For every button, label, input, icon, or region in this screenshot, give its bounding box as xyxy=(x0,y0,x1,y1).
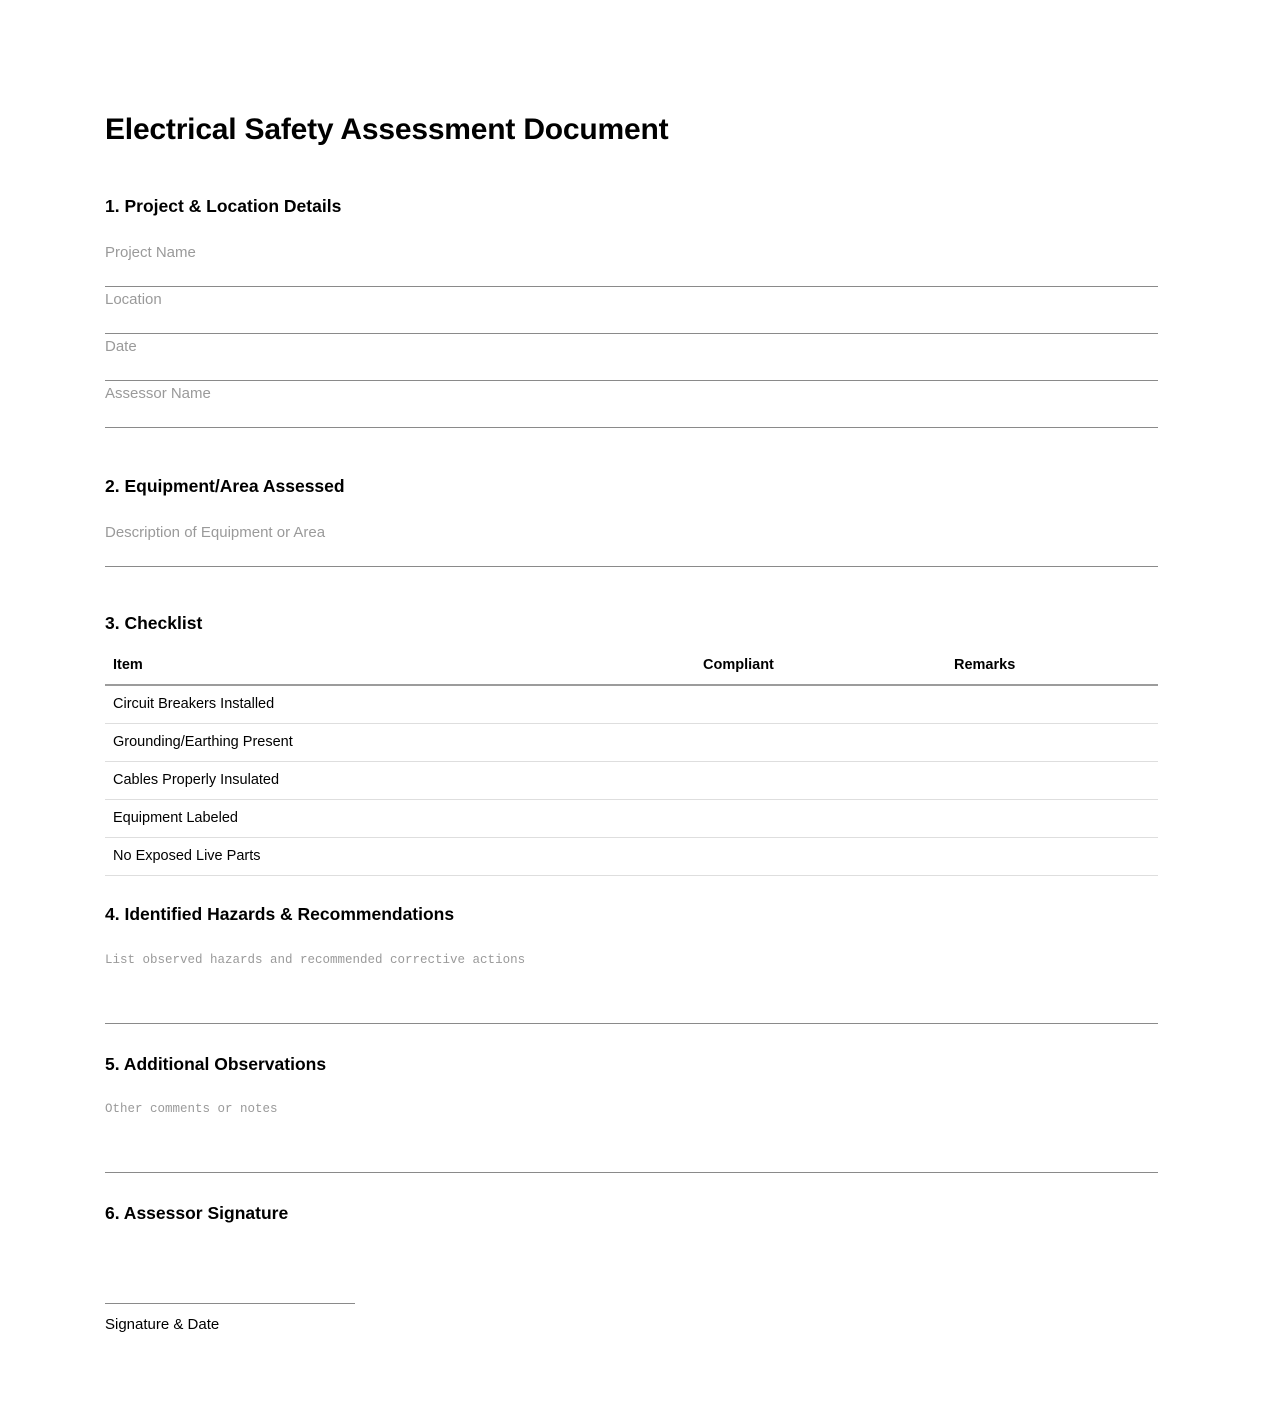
checklist-compliant-cell[interactable] xyxy=(695,685,946,724)
checklist-compliant-cell[interactable] xyxy=(695,761,946,799)
checklist-item-label: No Exposed Live Parts xyxy=(105,837,695,875)
checklist-remarks-cell[interactable] xyxy=(946,799,1158,837)
section-observations xyxy=(105,1054,1158,1174)
checklist-item-label: Grounding/Earthing Present xyxy=(105,723,695,761)
section-heading-project-location: 1. Project & Location Details xyxy=(105,196,342,216)
section-heading-signature: 6. Assessor Signature xyxy=(105,1203,289,1224)
column-header-compliant: Compliant xyxy=(695,657,946,685)
location-placeholder: Location xyxy=(105,290,162,308)
section-heading-equipment-area: 2. Equipment/Area Assessed xyxy=(105,475,345,496)
column-header-remarks: Remarks xyxy=(946,657,1158,685)
section-project-location xyxy=(105,196,1158,428)
table-row xyxy=(105,837,1158,875)
spacer xyxy=(105,876,1158,904)
hazards-placeholder: List observed hazards and recommended corrective actions xyxy=(105,952,526,967)
checklist-compliant-cell[interactable] xyxy=(695,799,946,837)
checklist-remarks-cell[interactable] xyxy=(946,837,1158,875)
date-placeholder: Date xyxy=(105,337,137,355)
column-header-item: Item xyxy=(105,657,695,685)
field-date[interactable] xyxy=(105,334,1158,381)
checklist-remarks-cell[interactable] xyxy=(946,761,1158,799)
section-heading-observations: 5. Additional Observations xyxy=(105,1053,327,1074)
signature-area[interactable] xyxy=(105,1247,1158,1334)
hazards-textarea[interactable] xyxy=(105,948,1158,1024)
checklist-item-label: Circuit Breakers Installed xyxy=(105,685,695,724)
equipment-description-placeholder: Description of Equipment or Area xyxy=(105,523,326,541)
spacer xyxy=(105,1024,1158,1054)
table-header-row xyxy=(105,657,1158,685)
observations-placeholder: Other comments or notes xyxy=(105,1102,278,1117)
assessor-name-placeholder: Assessor Name xyxy=(105,384,211,402)
field-project-name[interactable] xyxy=(105,240,1158,287)
table-row xyxy=(105,799,1158,837)
signature-label: Signature & Date xyxy=(105,1316,220,1334)
table-row xyxy=(105,685,1158,724)
observations-textarea[interactable] xyxy=(105,1097,1158,1173)
section-hazards xyxy=(105,904,1158,1024)
section-equipment-area xyxy=(105,476,1158,567)
section-heading-hazards: 4. Identified Hazards & Recommendations xyxy=(105,903,455,924)
page-title: Electrical Safety Assessment Document xyxy=(105,113,669,146)
table-row xyxy=(105,723,1158,761)
spacer xyxy=(105,567,1158,613)
section-signature xyxy=(105,1203,1158,1334)
checklist-compliant-cell[interactable] xyxy=(695,837,946,875)
checklist-remarks-cell[interactable] xyxy=(946,685,1158,724)
checklist-compliant-cell[interactable] xyxy=(695,723,946,761)
spacer xyxy=(105,428,1158,476)
table-row xyxy=(105,761,1158,799)
section-checklist xyxy=(105,613,1158,876)
field-location[interactable] xyxy=(105,287,1158,334)
checklist-item-label: Equipment Labeled xyxy=(105,799,695,837)
section-heading-checklist: 3. Checklist xyxy=(105,612,203,633)
checklist-table xyxy=(105,657,1158,876)
project-name-placeholder: Project Name xyxy=(105,243,196,261)
field-assessor-name[interactable] xyxy=(105,381,1158,428)
spacer xyxy=(105,1173,1158,1203)
checklist-remarks-cell[interactable] xyxy=(946,723,1158,761)
field-equipment-description[interactable] xyxy=(105,520,1158,567)
checklist-item-label: Cables Properly Insulated xyxy=(105,761,695,799)
